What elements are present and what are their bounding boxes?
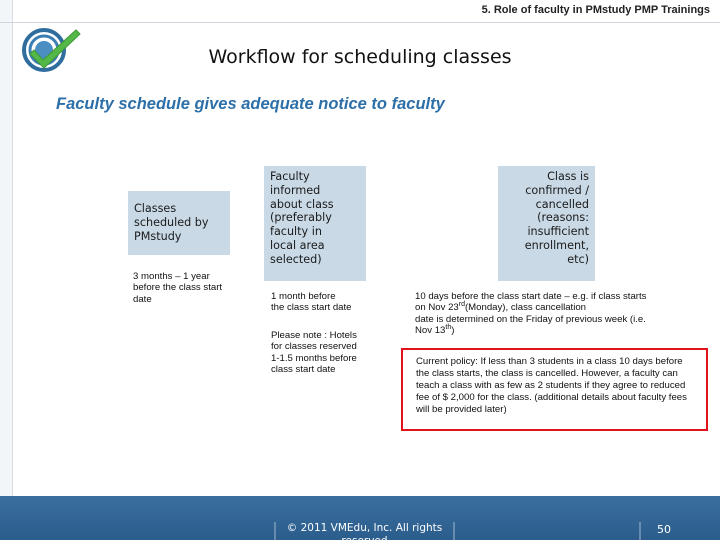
slide-title: Workflow for scheduling classes: [208, 46, 512, 68]
slide-left-frame: [0, 0, 13, 500]
step3-ordinal-sup-2: th: [445, 324, 452, 332]
current-policy-callout: [401, 348, 708, 431]
step1-timing-note: 3 months – 1 year before the class start date: [133, 271, 223, 305]
header-title: 5. Role of faculty in PMstudy PMP Trainings: [481, 4, 710, 16]
workflow-step-confirm-box: [498, 166, 595, 281]
hotel-reservation-note: Please note : Hotels for classes reserved 1-1.5 months before class start date: [271, 330, 357, 376]
step3-timing-text-c: ): [451, 325, 455, 337]
workflow-step-schedule-text: Classes scheduled by PMstudy: [134, 202, 209, 243]
workflow-step-confirm-text: Class is confirmed / cancelled (reasons: insufficient enrollment, etc): [524, 170, 589, 266]
step3-timing-text-b: (Monday), class cancellation date is determined on the Friday of previous week (i.e. Nov 13: [415, 302, 646, 337]
footer-copyright: © 2011 VMEdu, Inc. All rights reserved: [286, 522, 443, 547]
workflow-step-schedule-box: [128, 191, 230, 255]
workflow-step-inform-text: Faculty informed about class (preferably faculty in local area selected): [270, 170, 334, 266]
header-divider: [0, 22, 720, 23]
slide-subtitle: Faculty schedule gives adequate notice to faculty: [56, 95, 445, 113]
page-number: 50: [657, 523, 671, 536]
current-policy-text: Current policy: If less than 3 students in a class 10 days before the class starts, the class is cancelled. However, a faculty can teach a class with as few as 2 students if they agree to reduced fee of $ 2,000 for the class. (additional details about faculty fees will be provided later): [416, 356, 687, 415]
step3-ordinal-sup-1: rd: [458, 301, 465, 309]
workflow-step-inform-box: [264, 166, 366, 281]
step3-timing-note: [415, 291, 705, 337]
step2-timing-note: 1 month before the class start date: [271, 291, 352, 314]
step3-timing-text-a: 10 days before the class start date – e.g. if class starts on Nov 23: [415, 291, 647, 314]
